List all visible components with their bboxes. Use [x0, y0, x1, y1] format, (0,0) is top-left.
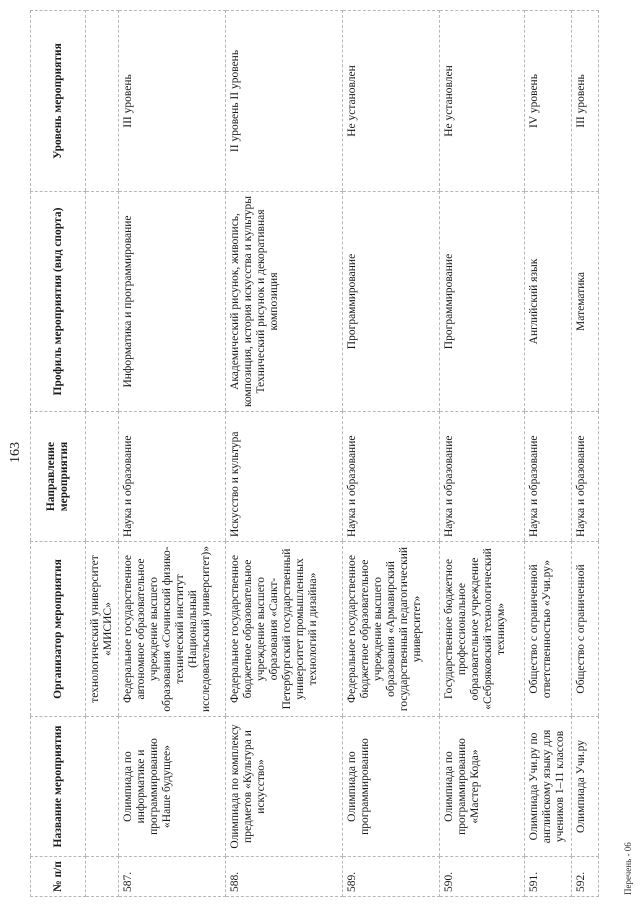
- cell-organizer: технологический университет «МИСИС»: [86, 542, 119, 717]
- header-name: Название мероприятия: [31, 717, 86, 857]
- cell-direction: [86, 412, 119, 542]
- cell-direction: Наука и образование: [440, 412, 525, 542]
- cell-direction: Наука и образование: [343, 412, 440, 542]
- cell-name: Олимпиада Учи.ру: [572, 717, 599, 857]
- cell-profile: [86, 192, 119, 412]
- header-direction: Направление мероприятия: [31, 412, 86, 542]
- cell-level: [86, 11, 119, 192]
- cell-profile: Английский язык: [525, 192, 572, 412]
- cell-name: Олимпиада по программированию «Мастер Кода»: [440, 717, 525, 857]
- cell-direction: Наука и образование: [572, 412, 599, 542]
- table-row: [343, 11, 440, 897]
- header-profile: Профиль мероприятия (вид спорта): [31, 192, 86, 412]
- cell-num: 590.: [440, 857, 525, 897]
- cell-name: Олимпиада по программированию: [343, 717, 440, 857]
- cell-profile: Программирование: [440, 192, 525, 412]
- table-row: [572, 11, 599, 897]
- cell-num: 589.: [343, 857, 440, 897]
- cell-level: Не установлен: [440, 11, 525, 192]
- cell-num: 592.: [572, 857, 599, 897]
- cell-num: [86, 857, 119, 897]
- table-header-row: [31, 11, 86, 897]
- cell-name: Олимпиада Учи.ру по английскому языку для учеников 1–11 классов: [525, 717, 572, 857]
- cell-profile: Академический рисунок, живопись, композиция, история искусства и культуры Технический рисунок и декоративная композиция: [226, 192, 343, 412]
- cell-profile: Программирование: [343, 192, 440, 412]
- page-number: 163: [8, 442, 23, 463]
- cell-level: II уровень II уровень: [226, 11, 343, 192]
- cell-organizer: Федеральное государственное бюджетное образовательное учреждение высшего образования «Санкт-Петербургский государственный университет промышленных технологий и дизайна»: [226, 542, 343, 717]
- table-row: [119, 11, 226, 897]
- cell-organizer: Общество с ограниченной ответственностью «Учи.ру»: [525, 542, 572, 717]
- cell-name: Олимпиада по информатике и программированию «Наше будущее»: [119, 717, 226, 857]
- cell-organizer: Федеральное государственное бюджетное образовательное учреждение высшего образования «Армавирский государственный педагогический университет»: [343, 542, 440, 717]
- events-table: [30, 10, 599, 897]
- table-row-continuation: [86, 11, 119, 897]
- header-level: Уровень мероприятия: [31, 11, 86, 192]
- table-row: [226, 11, 343, 897]
- cell-name: Олимпиада по комплексу предметов «Культура и искусство»: [226, 717, 343, 857]
- cell-profile: Математика: [572, 192, 599, 412]
- table-row: [440, 11, 525, 897]
- cell-num: 591.: [525, 857, 572, 897]
- cell-level: Не установлен: [343, 11, 440, 192]
- cell-level: IV уровень: [525, 11, 572, 192]
- cell-direction: Наука и образование: [525, 412, 572, 542]
- header-num: № п/п: [31, 857, 86, 897]
- table-row: [525, 11, 572, 897]
- cell-direction: Искусство и культура: [226, 412, 343, 542]
- header-organizer: Организатор мероприятия: [31, 542, 86, 717]
- cell-direction: Наука и образование: [119, 412, 226, 542]
- cell-organizer: Федеральное государственное автономное образовательное учреждение высшего образования «Сочинский физико-технический институт (Национальный исследовательский университет)»: [119, 542, 226, 717]
- cell-level: III уровень: [119, 11, 226, 192]
- cell-organizer: Государственное бюджетное профессиональное образовательное учреждение «Себряковский технологический техникум»: [440, 542, 525, 717]
- cell-num: 587.: [119, 857, 226, 897]
- cell-name: [86, 717, 119, 857]
- page-footer: Перечень - 06: [623, 842, 633, 895]
- cell-profile: Информатика и программирование: [119, 192, 226, 412]
- cell-num: 588.: [226, 857, 343, 897]
- cell-organizer: Общество с ограниченной: [572, 542, 599, 717]
- cell-level: III уровень: [572, 11, 599, 192]
